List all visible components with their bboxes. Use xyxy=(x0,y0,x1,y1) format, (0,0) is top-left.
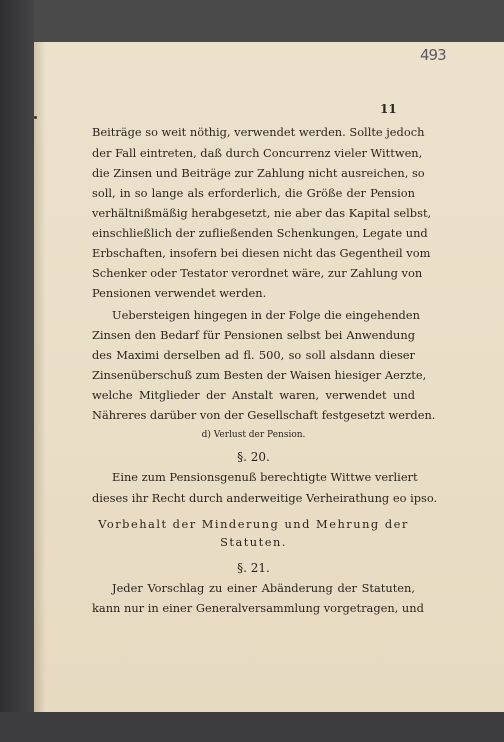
text-line: Eine zum Pensionsgenuß berechtigte Wittwe verliert xyxy=(112,470,418,484)
text-line: kann nur in einer Generalversammlung vorgetragen, und xyxy=(92,601,424,615)
text-line: Zinsenüberschuß zum Besten der Waisen hiesiger Aerzte, xyxy=(92,368,427,382)
text-line: des Maximi derselben ad fl. 500, so soll alsdann dieser xyxy=(92,348,415,362)
text-line: Schenker oder Testator verordnet wäre, zur Zahlung von xyxy=(92,266,423,280)
text-line: Jeder Vorschlag zu einer Abänderung der Statuten, xyxy=(112,581,415,595)
scan-background-left xyxy=(0,0,34,742)
text-line: die Zinsen und Beiträge zur Zahlung nicht ausreichen, so xyxy=(92,166,425,180)
scan-background-bottom xyxy=(0,712,504,742)
text-line: Uebersteigen hingegen in der Folge die eingehenden xyxy=(112,308,420,322)
section-number: §. 20. xyxy=(237,450,270,464)
section-number: §. 21. xyxy=(237,561,270,575)
text-line: Nähreres darüber von der Gesellschaft festgesetzt werden. xyxy=(92,408,436,422)
text-line: einschließlich der zufließenden Schenkungen, Legate und xyxy=(92,226,428,240)
section-heading: Vorbehalt der Minderung und Mehrung der xyxy=(98,517,409,531)
margin-mark xyxy=(34,116,37,119)
text-line: der Fall eintreten, daß durch Concurrenz vieler Wittwen, xyxy=(92,146,423,160)
text-line: soll, in so lange als erforderlich, die Größe der Pension xyxy=(92,186,415,200)
text-line: Beiträge so weit nöthig, verwendet werden. Sollte jedoch xyxy=(92,125,425,139)
book-page xyxy=(34,42,504,712)
text-line: Pensionen verwendet werden. xyxy=(92,286,267,300)
subheading: d) Verlust der Pension. xyxy=(201,430,306,440)
page-number: 11 xyxy=(380,102,397,116)
section-heading: Statuten. xyxy=(220,535,287,549)
text-line: welche Mitglieder der Anstalt waren, verwendet und xyxy=(92,388,415,402)
text-line: Erbschaften, insofern bei diesen nicht das Gegentheil vom xyxy=(92,246,431,260)
page-gutter-shadow xyxy=(34,42,46,712)
text-line: dieses ihr Recht durch anderweitige Verheirathung eo ipso. xyxy=(92,491,438,505)
archive-number: 493 xyxy=(420,46,446,64)
text-line: Zinsen den Bedarf für Pensionen selbst bei Anwendung xyxy=(92,328,415,342)
text-line: verhältnißmäßig herabgesetzt, nie aber das Kapital selbst, xyxy=(92,206,432,220)
